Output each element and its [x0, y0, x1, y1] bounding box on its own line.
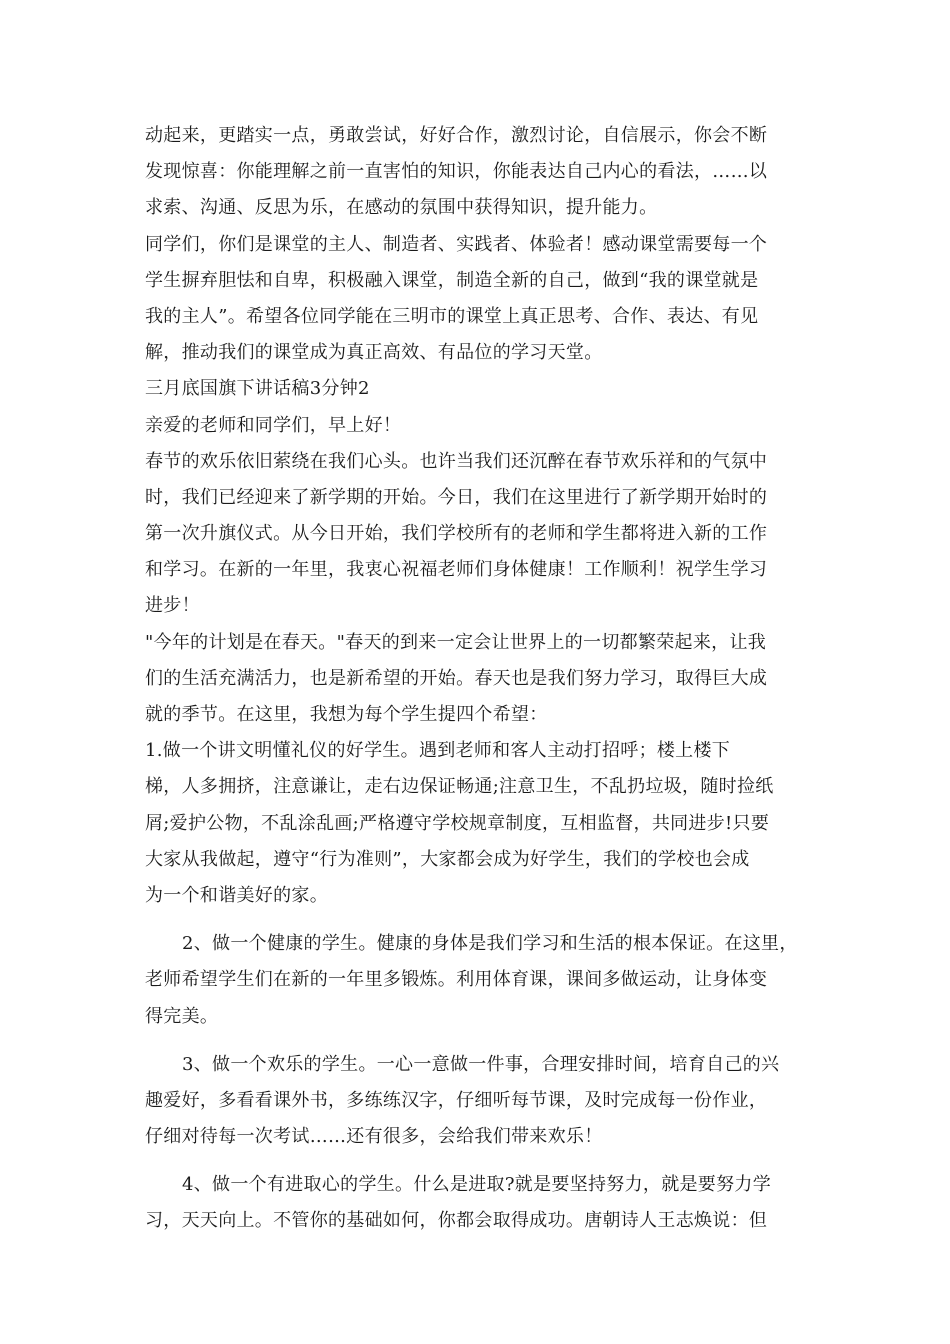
text-line: 习，天天向上。不管你的基础如何，你都会取得成功。唐朝诗人王志焕说：但	[145, 1210, 768, 1232]
list-item-2: 2、做一个健康的学生。健康的身体是我们学习和生活的根本保证。在这里，	[182, 933, 798, 955]
text-line: "今年的计划是在春天。"春天的到来一定会让世界上的一切都繁荣起来，让我	[145, 631, 767, 653]
section-heading: 三月底国旗下讲话稿3分钟2	[145, 378, 370, 400]
text-line: 发现惊喜：你能理解之前一直害怕的知识，你能表达自己内心的看法，……以	[145, 161, 768, 183]
text-line: 梯，人多拥挤，注意谦让，走右边保证畅通;注意卫生，不乱扔垃圾，随时捡纸	[145, 776, 774, 798]
text-line: 学生摒弃胆怯和自卑，积极融入课堂，制造全新的自己，做到“我的课堂就是	[145, 269, 759, 291]
list-item-3: 3、做一个欢乐的学生。一心一意做一件事，合理安排时间，培育自己的兴	[182, 1053, 780, 1075]
text-line: 们的生活充满活力，也是新希望的开始。春天也是我们努力学习，取得巨大成	[145, 667, 768, 689]
text-line: 求索、沟通、反思为乐，在感动的氛围中获得知识，提升能力。	[145, 197, 658, 219]
text-line: 大家从我做起，遵守“行为准则”，大家都会成为好学生，我们的学校也会成	[145, 848, 750, 870]
text-line: 就的季节。在这里，我想为每个学生提四个希望：	[145, 704, 548, 725]
text-line: 我的主人”。希望各位同学能在三明市的课堂上真正思考、合作、表达、有见	[145, 305, 759, 327]
text-line: 和学习。在新的一年里，我衷心祝福老师们身体健康！工作顺利！祝学生学习	[145, 559, 768, 581]
document-body	[145, 118, 835, 1240]
greeting-line: 亲爱的老师和同学们，早上好！	[145, 414, 402, 436]
text-line: 屑;爱护公物，不乱涂乱画;严格遵守学校规章制度，互相监督，共同进步!只要	[145, 812, 770, 834]
list-item-4: 4、做一个有进取心的学生。什么是进取?就是要坚持努力，就是要努力学	[182, 1174, 771, 1196]
text-line: 为一个和谐美好的家。	[145, 884, 328, 906]
text-line: 时，我们已经迎来了新学期的开始。今日，我们在这里进行了新学期开始时的	[145, 486, 768, 508]
text-line: 仔细对待每一次考试……还有很多，会给我们带来欢乐！	[145, 1126, 603, 1148]
text-line: 春节的欢乐依旧萦绕在我们心头。也许当我们还沉醉在春节欢乐祥和的气氛中	[145, 450, 768, 472]
text-line: 得完美。	[145, 1005, 219, 1027]
text-line: 动起来，更踏实一点，勇敢尝试，好好合作，激烈讨论，自信展示，你会不断	[145, 125, 768, 146]
text-line: 解，推动我们的课堂成为真正高效、有品位的学习天堂。	[145, 342, 603, 364]
text-line: 老师希望学生们在新的一年里多锻炼。利用体育课，课间多做运动，让身体变	[145, 969, 768, 991]
text-line: 趣爱好，多看看课外书，多练练汉字，仔细听每节课，及时完成每一份作业，	[145, 1089, 768, 1111]
list-item-1: 1.做一个讲文明懂礼仪的好学生。遇到老师和客人主动打招呼；楼上楼下	[145, 740, 731, 762]
text-line: 同学们，你们是课堂的主人、制造者、实践者、体验者！感动课堂需要每一个	[145, 233, 768, 255]
text-line: 第一次升旗仪式。从今日开始，我们学校所有的老师和学生都将进入新的工作	[145, 523, 768, 545]
text-line: 进步！	[145, 595, 200, 617]
